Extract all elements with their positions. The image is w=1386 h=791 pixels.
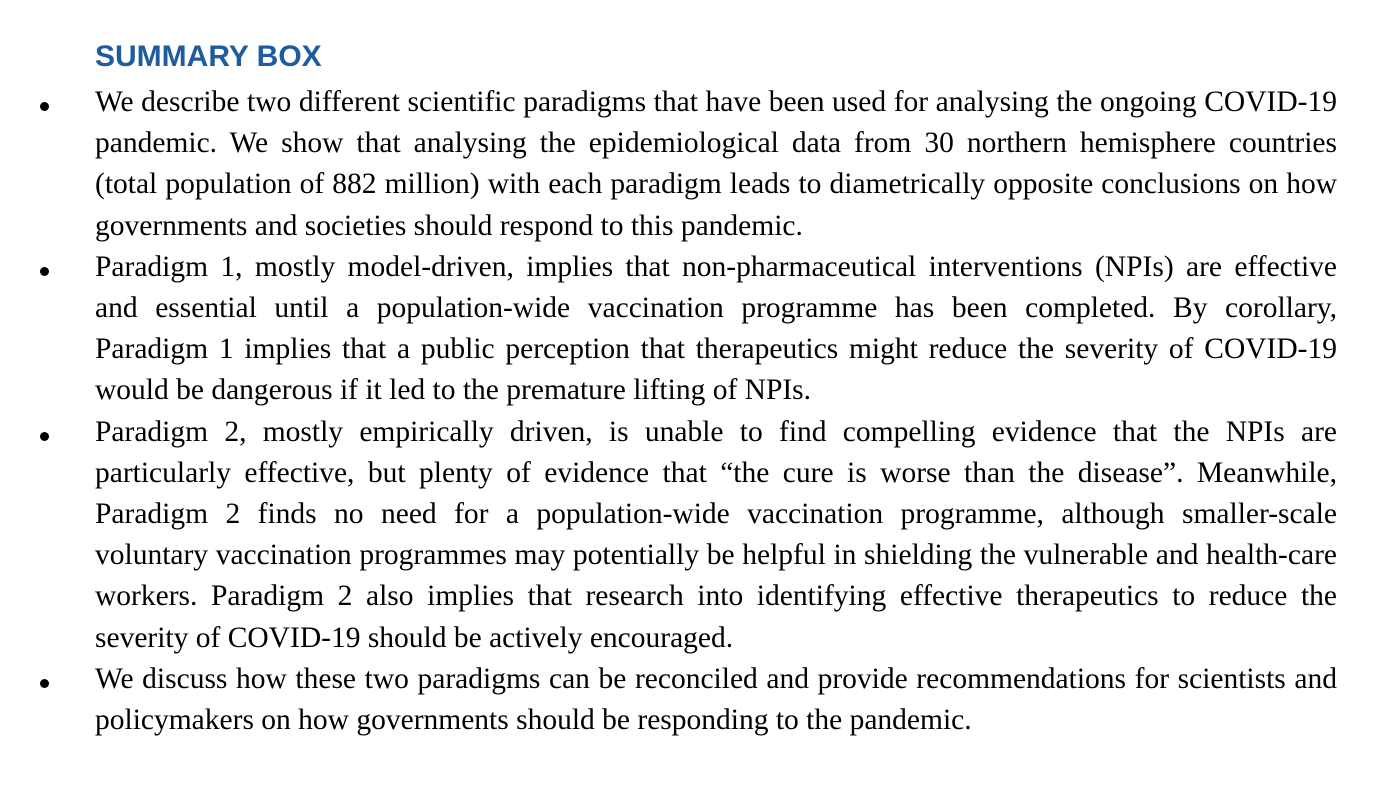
summary-bullet-text: We describe two different scientific paradigms that have been used for analysing the ongoing COVID-19 pandemic. We show that analysing the epidemiological data from 30 northern hemisphere countries (total population of 882 million) with each paradigm leads to diametrically opposite conclusions on how governments and societies should respond to this pandemic. (95, 86, 1337, 242)
summary-bullet-text: Paradigm 2, mostly empirically driven, is unable to find compelling evidence that the NPIs are particularly effective, but plenty of evidence that “the cure is worse than the disease”. Meanwhile, Paradigm 2 finds no need for a population-wide vaccination programme, although smaller-scale voluntary vaccination programmes may potentially be helpful in shielding the vulnerable and health-care workers. Paradigm 2 also implies that research into identifying effective therapeutics to reduce the severity of COVID-19 should be actively encouraged. (95, 415, 1337, 654)
summary-bullet-1 (0, 82, 1386, 247)
bullet-dot-icon (40, 267, 49, 276)
summary-bullet-text: We discuss how these two paradigms can be reconciled and provide recommendations for scientists and policymakers on how governments should be responding to the pandemic. (95, 662, 1337, 737)
summary-bullet-4 (0, 659, 1386, 741)
summary-box-title: SUMMARY BOX (95, 40, 322, 73)
summary-bullet-3 (0, 412, 1386, 659)
summary-bullet-text: Paradigm 1, mostly model-driven, implies that non-pharmaceutical interventions (NPIs) are effective and essential until a population-wide vaccination programme has been completed. By corollary, Paradigm 1 implies that a public perception that therapeutics might reduce the severity of COVID-19 would be dangerous if it led to the premature lifting of NPIs. (95, 250, 1337, 407)
summary-bullet-2 (0, 247, 1386, 412)
bullet-dot-icon (40, 679, 49, 688)
bullet-dot-icon (40, 102, 49, 111)
bullet-dot-icon (40, 432, 49, 441)
summary-bullet-list (0, 82, 1386, 741)
